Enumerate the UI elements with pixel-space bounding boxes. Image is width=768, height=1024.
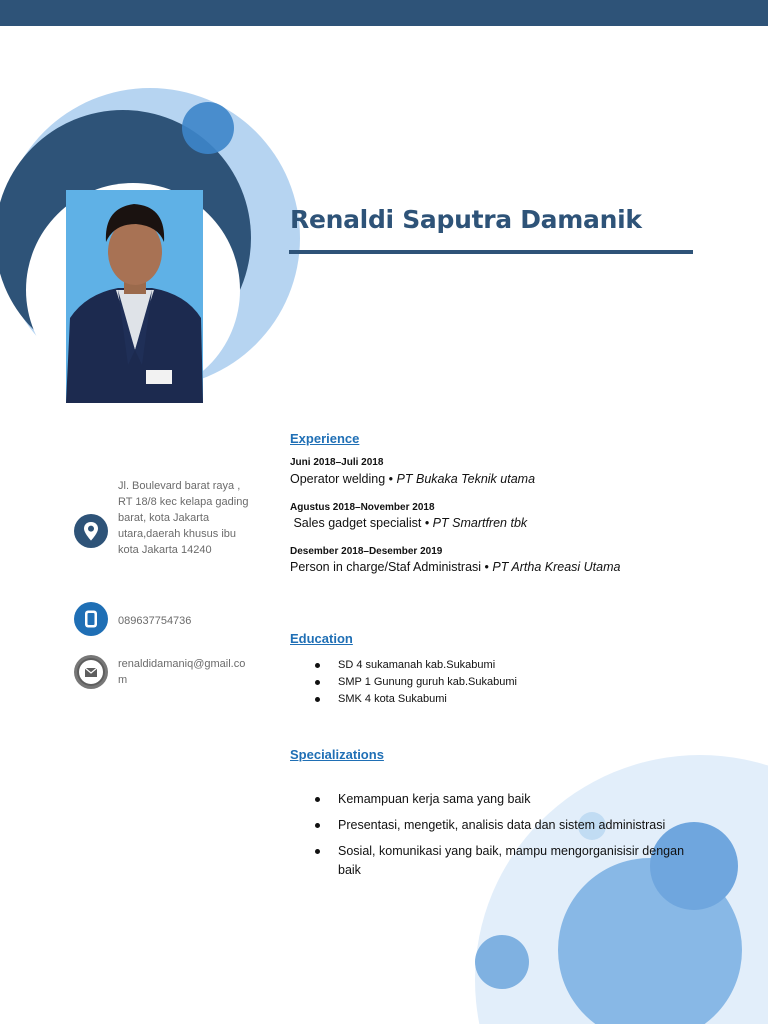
profile-photo (66, 190, 203, 403)
experience-date: Desember 2018–Desember 2019 (290, 546, 443, 557)
list-item: Presentasi, mengetik, analisis data dan sistem administrasi (290, 816, 710, 835)
phone-text: 089637754736 (118, 615, 192, 627)
company-name: PT Smartfren tbk (432, 516, 528, 530)
phone-icon (74, 602, 108, 636)
role-title: Person in charge/Staf Administrasi (290, 560, 482, 574)
specializations-list (290, 790, 710, 887)
location-pin-icon (74, 514, 108, 548)
full-name: Renaldi Saputra Damanik (290, 205, 642, 234)
education-heading: Education (290, 631, 353, 646)
email-text: renaldidamaniq@gmail.com (118, 658, 246, 686)
role-separator: • (481, 560, 493, 574)
experience-date: Juni 2018–Juli 2018 (290, 457, 384, 468)
name-underline (289, 250, 693, 254)
role-title: Sales gadget specialist (290, 516, 422, 530)
experience-role (290, 472, 535, 486)
experience-role (290, 516, 527, 530)
list-item: SMK 4 kota Sukabumi (290, 691, 517, 708)
list-item: Sosial, komunikasi yang baik, mampu mengorganisisir dengan baik (290, 842, 710, 880)
experience-heading: Experience (290, 431, 360, 446)
education-list (290, 657, 517, 708)
company-name: PT Artha Kreasi Utama (492, 560, 621, 574)
specializations-heading: Specializations (290, 747, 384, 762)
list-item: Kemampuan kerja sama yang baik (290, 790, 710, 809)
address-text: Jl. Boulevard barat raya , RT 18/8 kec kelapa gading barat, kota Jakarta utara,daerah khusus ibu kota Jakarta 14240 (118, 480, 249, 556)
company-name: PT Bukaka Teknik utama (396, 472, 536, 486)
email-icon (74, 655, 108, 689)
list-item: SD 4 sukamanah kab.Sukabumi (290, 657, 517, 674)
list-item: SMP 1 Gunung guruh kab.Sukabumi (290, 674, 517, 691)
experience-date: Agustus 2018–November 2018 (290, 502, 435, 513)
experience-role (290, 560, 620, 574)
role-title: Operator welding (290, 472, 386, 486)
role-separator: • (385, 472, 397, 486)
role-separator: • (421, 516, 433, 530)
